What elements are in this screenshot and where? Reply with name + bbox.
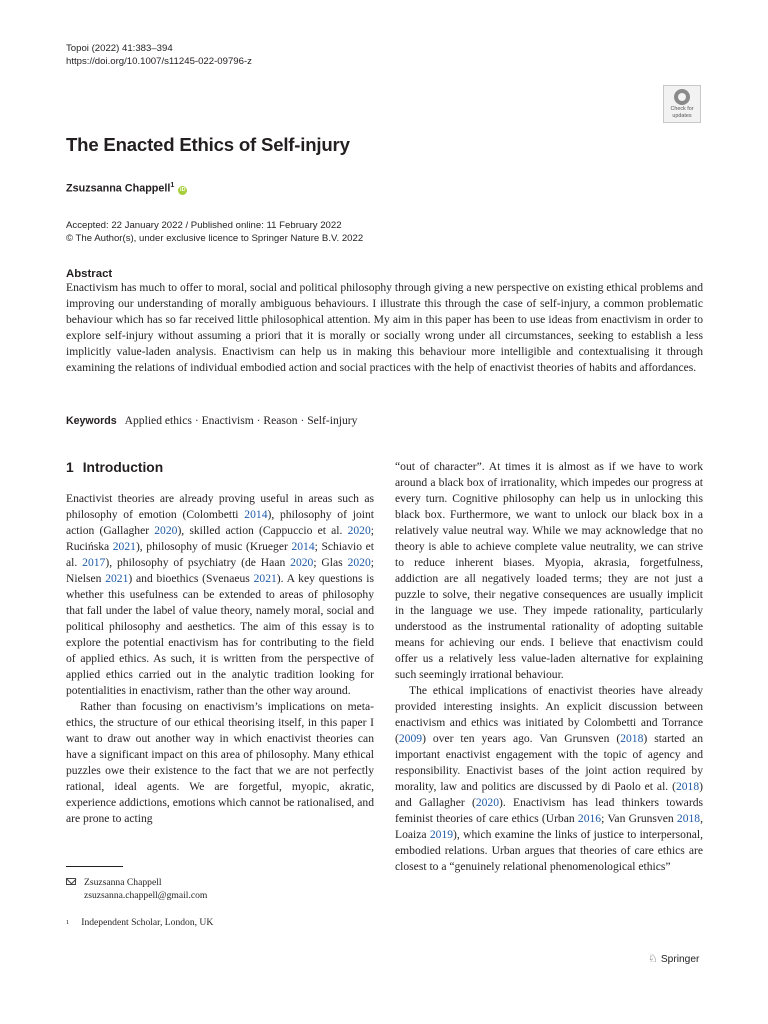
section-title: Introduction (82, 460, 164, 475)
paragraph-text-run: ; Glas (313, 556, 348, 569)
paragraph-text-run: The ethical implications of enactivist theories have already provided interesting insights. An explicit discussion between enactivism and ethics was initiated by Colombetti and Torrance ( (395, 684, 703, 745)
citation-year-link[interactable]: 2021 (253, 572, 277, 585)
doi-link[interactable]: https://doi.org/10.1007/s11245-022-09796-z (66, 56, 252, 67)
paragraph-text-run: ) over ten years ago. Van Grunsven ( (422, 732, 621, 745)
footnote-affiliation (66, 916, 213, 929)
paragraph-text-run: ). A key questions is whether this usefulness can be extended to areas of philosophy that fall under the label of value theory, namely moral, social and political philosophy and aesthetics. The aim of this essay is to explore the potential enactivism has for contributing to the field of applied ethics. As such, it is written from the perspective of applied ethics carried out in the analytic tradition looking for potentialities in enactivism, rather than the other way around. (66, 572, 374, 697)
paragraph-text-run: ), philosophy of joint action (Gallagher (66, 508, 374, 537)
intro-paragraph-2: Rather than focusing on enactivism’s implications on meta-ethics, the structure of our ethical theorising itself, in this paper I want to draw out another way in which enactivist theories can have a significant impact on this area of philosophy. Many ethical puzzles owe their existence to the fact that we are not perfectly rational, ideal agents. We are forgetful, myopic, akratic, experience addictions, emotions which cannot be rationalised, and are prone to acting (66, 700, 374, 825)
intro-paragraph-3: “out of character”. At times it is almost as if we have to work around a black box of irrationality, which impedes our progress at every turn. Cognitive philosophy can help us in unlocking this black box. Furthermore, we want to unlock our black box in a relatively value neutral way. While we may acknowledge that no theory is able to achieve complete value neutrality, we can strive to reduce inherent biases. Myopia, akrasia, forgetfulness, addiction are all negatively loaded terms; they are not just a puzzle to solve, their negative consequences are usually implicit in the language we use. They impede rationality, particularly understood as the instrumental rationality of adopting suitable means for achieving our ends. I believe that enactivism could offer us a relatively less value-laden alternative for explaining such seemingly irrational behaviour. (395, 460, 703, 681)
publisher-logo (648, 952, 699, 967)
citation-year-link[interactable]: 2020 (475, 796, 499, 809)
citation-year-link[interactable]: 2021 (105, 572, 129, 585)
publisher-name: Springer (660, 954, 700, 965)
right-column (395, 459, 703, 875)
paragraph-text-run: ; Rucińska (66, 524, 374, 553)
citation-year-link[interactable]: 2014 (244, 508, 268, 521)
paragraph-text-run: ), philosophy of psychiatry (de Haan (105, 556, 291, 569)
citation-year-link[interactable]: 2016 (577, 812, 602, 825)
paragraph-text-run: ; Schiavio et al. (66, 540, 374, 569)
citation-year-link[interactable]: 2021 (112, 540, 136, 553)
journal-citation: Topoi (2022) 41:383–394 (66, 43, 173, 54)
section-heading-introduction (66, 459, 163, 477)
citation-year-link[interactable]: 2009 (398, 732, 423, 745)
intro-paragraph-1 (66, 491, 374, 699)
author-name[interactable]: Zsuzsanna Chappell (66, 182, 171, 195)
paragraph-text-run: ; Van Grunsven (601, 812, 677, 825)
section-number: 1 (66, 460, 74, 475)
paragraph-text-run: , Loaiza (395, 812, 703, 841)
footnote-contact (66, 876, 207, 902)
copyright-notice: © The Author(s), under exclusive licence to Springer Nature B.V. 2022 (66, 233, 364, 244)
abstract-text: Enactivism has much to offer to moral, social and political philosophy through giving a new perspective on existing ethical problems and improving our understanding of morally ambiguous behaviours. I illustrate this through the case of self-injury, a common problematic behaviour which has so far received little philosophical attention. My aim in this paper has been to use ideas from enactivism in order to explore self-injury without assuming a priori that it is morally or socially wrong under all circumstances, seeking to establish a less implicitly value-laden analysis. Enactivism can help us in making this behaviour more intelligible and contextualising it through examining the relations of individual embodied action and social practices with the help of enactivist theories of habits and affordances. (66, 281, 703, 375)
keywords-label: Keywords (66, 415, 117, 427)
paragraph-text-run: ) started an important enactivist engagement with the topic of agency and responsibility. Enactivist bases of the joint action required by morality, law and politics are discussed by di Paolo et al. ( (395, 732, 703, 793)
contact-name: Zsuzsanna Chappell (84, 877, 162, 888)
affiliation-number: 1 (66, 919, 70, 926)
left-column (66, 491, 374, 827)
keywords-list: Applied ethics · Enactivism · Reason · Self-injury (124, 414, 358, 427)
citation-year-link[interactable]: 2020 (347, 524, 371, 537)
check-for-updates-badge[interactable] (663, 85, 701, 123)
citation-year-link[interactable]: 2020 (290, 556, 314, 569)
author-affiliation-marker[interactable]: 1 (170, 182, 175, 189)
citation-year-link[interactable]: 2018 (676, 812, 701, 825)
paragraph-text-run: ), which examine the links of justice to interpersonal, embodied relations. Urban argues that theories of care ethics are closest to a “genuinely relational phenomenological ethics” (395, 828, 704, 873)
crossmark-icon (674, 89, 690, 105)
affiliation-text: Independent Scholar, London, UK (81, 917, 214, 928)
envelope-icon (66, 878, 76, 885)
orcid-icon[interactable]: iD (180, 186, 186, 193)
citation-year-link[interactable]: 2014 (291, 540, 315, 553)
footnote-divider (66, 866, 123, 867)
keywords-row (66, 412, 703, 429)
abstract-heading: Abstract (66, 268, 113, 280)
paragraph-text-run: ) and bioethics (Svenaeus (128, 572, 254, 585)
publication-dates: Accepted: 22 January 2022 / Published online: 11 February 2022 (66, 220, 342, 231)
paragraph-text-run: ; Nielsen (66, 556, 374, 585)
check-for-updates-line2: updates (672, 113, 692, 119)
check-for-updates-line1: Check for (670, 106, 694, 112)
citation-year-link[interactable]: 2018 (675, 780, 700, 793)
citation-year-link[interactable]: 2018 (620, 732, 644, 745)
citation-year-link[interactable]: 2020 (347, 556, 371, 569)
citation-year-link[interactable]: 2017 (82, 556, 106, 569)
author-line (66, 179, 187, 196)
paragraph-text-run: ), skilled action (Cappuccio et al. (177, 524, 348, 537)
paragraph-text-run: ), philosophy of music (Krueger (135, 540, 292, 553)
citation-year-link[interactable]: 2019 (429, 828, 454, 841)
article-title: The Enacted Ethics of Self-injury (66, 134, 350, 155)
paragraph-text-run: ). Enactivism has lead thinkers towards feminist theories of care ethics (Urban (395, 796, 703, 825)
contact-email[interactable]: zsuzsanna.chappell@gmail.com (84, 890, 208, 901)
citation-year-link[interactable]: 2020 (154, 524, 178, 537)
paragraph-text-run: ) and Gallagher ( (395, 780, 703, 809)
paragraph-text-run: Enactivist theories are already proving useful in areas such as philosophy of emotion (Colombetti (66, 492, 374, 521)
intro-paragraph-4 (395, 683, 703, 875)
springer-horse-icon: ♘ (648, 953, 658, 965)
